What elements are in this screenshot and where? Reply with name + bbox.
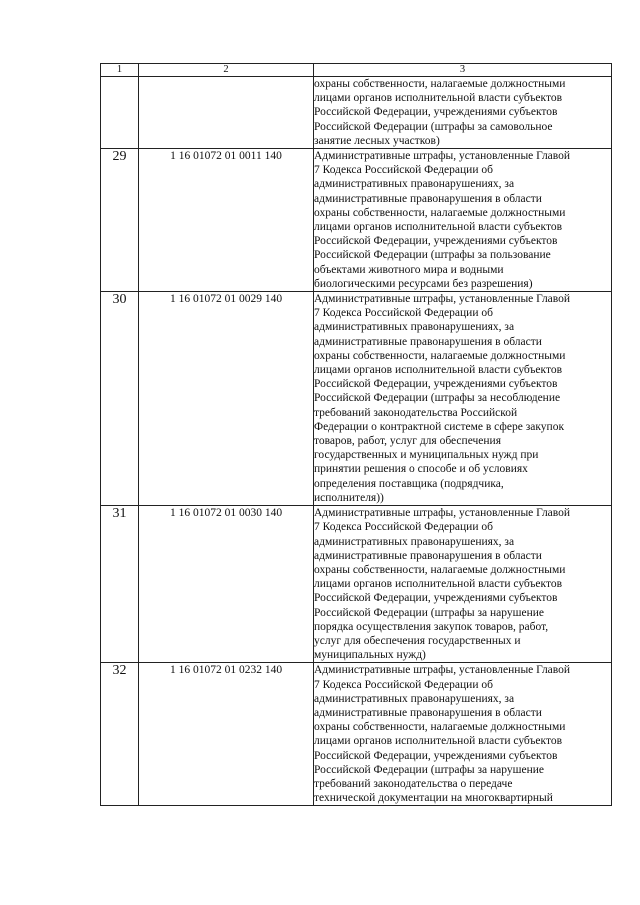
description-line: лицами органов исполнительной власти субъектов	[314, 221, 563, 234]
row-number: 31	[101, 506, 139, 663]
description-line: Административные штрафы, установленные Главой	[314, 293, 571, 306]
row-number	[101, 77, 139, 149]
description-line: лицами органов исполнительной власти субъектов	[314, 92, 563, 105]
description-line: 7 Кодекса Российской Федерации об	[314, 678, 493, 691]
description-line: Административные штрафы, установленные Главой	[314, 150, 571, 163]
description-line: Российской Федерации, учреждениями субъектов	[314, 106, 558, 119]
description-line: 7 Кодекса Российской Федерации об	[314, 164, 493, 177]
header-col-3: 3	[314, 64, 612, 77]
row-number: 29	[101, 149, 139, 292]
description-line: административные правонарушения в области	[314, 192, 542, 205]
description-line: Российской Федерации, учреждениями субъектов	[314, 378, 558, 391]
header-col-1: 1	[101, 64, 139, 77]
description-line: Российской Федерации (штрафы за несоблюдение	[314, 392, 561, 405]
description-line: охраны собственности, налагаемые должностными	[314, 78, 566, 90]
description-cell	[314, 77, 612, 149]
description-line: 7 Кодекса Российской Федерации об	[314, 521, 493, 534]
description-line: занятие лесных участков)	[314, 134, 440, 147]
row-number: 32	[101, 663, 139, 806]
table-row	[101, 77, 612, 149]
description-line: охраны собственности, налагаемые должностными	[314, 563, 566, 576]
description-line: лицами органов исполнительной власти субъектов	[314, 364, 563, 377]
description-line: Российской Федерации (штрафы за самовольное	[314, 120, 553, 133]
budget-code	[139, 77, 314, 149]
description-line: Административные штрафы, установленные Главой	[314, 507, 571, 520]
description-line: требований законодательства о передаче	[314, 777, 513, 790]
description-line: административные правонарушения в области	[314, 706, 542, 719]
description-line: административных правонарушениях, за	[314, 692, 515, 705]
description-line: биологическими ресурсами без разрешения)	[314, 277, 533, 290]
description-line: требований законодательства Российской	[314, 406, 518, 419]
table-row	[101, 292, 612, 506]
description-line: Административные штрафы, установленные Главой	[314, 664, 571, 677]
description-line: охраны собственности, налагаемые должностными	[314, 721, 566, 734]
budget-code: 1 16 01072 01 0011 140	[139, 149, 314, 292]
description-line: лицами органов исполнительной власти субъектов	[314, 578, 563, 591]
description-line: охраны собственности, налагаемые должностными	[314, 349, 566, 362]
description-line: лицами органов исполнительной власти субъектов	[314, 735, 563, 748]
description-line: Федерации о контрактной системе в сфере закупок	[314, 420, 565, 433]
description-line: административных правонарушениях, за	[314, 178, 515, 191]
description-line: административных правонарушениях, за	[314, 321, 515, 334]
budget-codes-table	[100, 63, 612, 806]
table-body	[101, 77, 612, 806]
description-line: административные правонарушения в области	[314, 549, 542, 562]
header-col-2: 2	[139, 64, 314, 77]
description-cell	[314, 149, 612, 292]
table-row	[101, 663, 612, 806]
row-number: 30	[101, 292, 139, 506]
description-line: услуг для обеспечения государственных и	[314, 634, 521, 647]
description-line: Российской Федерации (штрафы за пользование	[314, 249, 551, 262]
description-cell	[314, 506, 612, 663]
description-line: определения поставщика (подрядчика,	[314, 477, 504, 490]
description-cell	[314, 663, 612, 806]
description-line: Российской Федерации (штрафы за нарушение	[314, 606, 544, 619]
header-row	[101, 64, 612, 77]
description-line: 7 Кодекса Российской Федерации об	[314, 307, 493, 320]
description-line: административные правонарушения в области	[314, 335, 542, 348]
budget-code: 1 16 01072 01 0232 140	[139, 663, 314, 806]
description-line: Российской Федерации (штрафы за нарушение	[314, 763, 544, 776]
description-line: охраны собственности, налагаемые должностными	[314, 206, 566, 219]
table-row	[101, 149, 612, 292]
description-line: административных правонарушениях, за	[314, 535, 515, 548]
table-row	[101, 506, 612, 663]
description-line: объектами животного мира и водными	[314, 263, 504, 276]
description-line: технической документации на многоквартирный	[314, 792, 553, 805]
budget-code: 1 16 01072 01 0030 140	[139, 506, 314, 663]
description-line: исполнителя))	[314, 491, 384, 504]
description-line: Российской Федерации, учреждениями субъектов	[314, 592, 558, 605]
description-line: порядка осуществления закупок товаров, работ,	[314, 620, 549, 633]
description-line: товаров, работ, услуг для обеспечения	[314, 435, 501, 448]
description-line: муниципальных нужд)	[314, 649, 426, 662]
description-line: принятии решения о способе и об условиях	[314, 463, 528, 476]
description-line: Российской Федерации, учреждениями субъектов	[314, 749, 558, 762]
description-cell	[314, 292, 612, 506]
description-line: государственных и муниципальных нужд при	[314, 449, 539, 462]
budget-code: 1 16 01072 01 0029 140	[139, 292, 314, 506]
description-line: Российской Федерации, учреждениями субъектов	[314, 235, 558, 248]
